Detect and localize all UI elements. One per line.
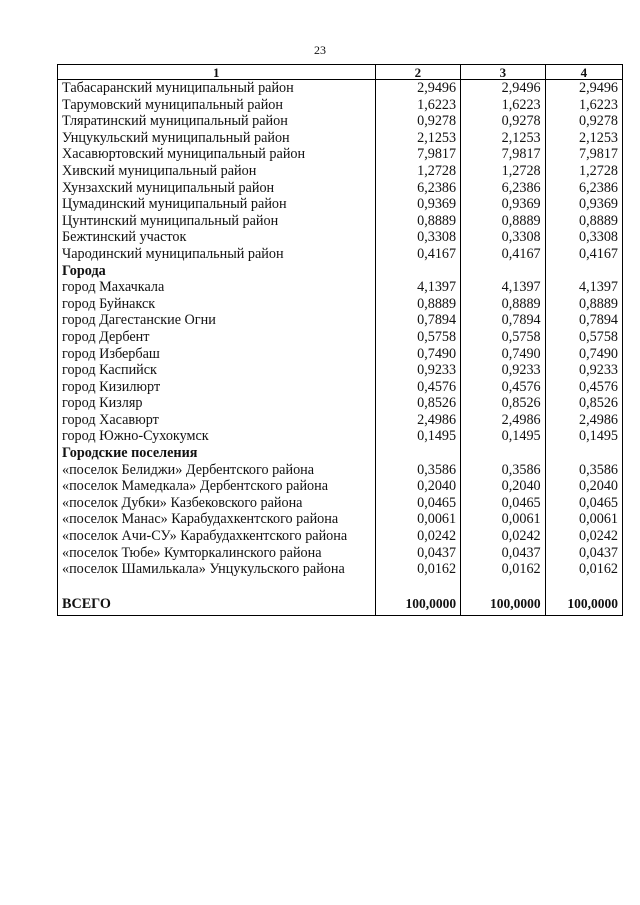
page-number: 23 (314, 43, 326, 57)
table-row (58, 312, 623, 329)
row-value-4-cell: 0,3586 (545, 462, 622, 479)
row-value-2-cell: 0,8526 (375, 395, 461, 412)
column-header-1: 1 (58, 65, 376, 80)
table-body (58, 80, 623, 578)
row-value-3-cell: 0,4576 (461, 379, 546, 396)
row-value-2-cell: 7,9817 (375, 146, 461, 163)
row-name-cell: Тарумовский муниципальный район (58, 97, 376, 114)
row-value-4-cell: 0,0465 (545, 495, 622, 512)
row-name-cell: «поселок Дубки» Казбековского района (58, 495, 376, 512)
row-value-2-cell: 0,9278 (375, 113, 461, 130)
row-value-2-cell: 0,9233 (375, 362, 461, 379)
row-value-2-cell: 2,4986 (375, 412, 461, 429)
row-name-cell: город Буйнакск (58, 296, 376, 313)
table-row (58, 279, 623, 296)
total-value-4: 100,0000 (545, 578, 622, 616)
table-row (58, 395, 623, 412)
row-value-3-cell: 0,0162 (461, 561, 546, 578)
row-name-cell: город Махачкала (58, 279, 376, 296)
row-value-3-cell (461, 445, 546, 462)
table-row (58, 229, 623, 246)
table-row (58, 80, 623, 97)
row-name-cell: город Дербент (58, 329, 376, 346)
row-value-3-cell: 2,1253 (461, 130, 546, 147)
row-value-2-cell: 0,8889 (375, 213, 461, 230)
row-name-cell: «поселок Белиджи» Дербентского района (58, 462, 376, 479)
row-value-2-cell: 2,1253 (375, 130, 461, 147)
row-value-4-cell: 0,9278 (545, 113, 622, 130)
total-row (58, 578, 623, 616)
row-value-2-cell: 0,4167 (375, 246, 461, 263)
row-value-4-cell: 0,8889 (545, 296, 622, 313)
row-name-cell: город Кизляр (58, 395, 376, 412)
table-row (58, 545, 623, 562)
row-name-cell: Города (58, 263, 376, 280)
row-name-cell: «поселок Мамедкала» Дербентского района (58, 478, 376, 495)
row-value-4-cell: 0,4167 (545, 246, 622, 263)
row-value-3-cell: 0,0465 (461, 495, 546, 512)
row-value-4-cell: 0,1495 (545, 428, 622, 445)
column-header-3: 3 (461, 65, 546, 80)
row-value-4-cell: 7,9817 (545, 146, 622, 163)
row-value-3-cell: 0,9278 (461, 113, 546, 130)
row-value-2-cell: 0,7490 (375, 346, 461, 363)
row-name-cell: Хасавюртовский муниципальный район (58, 146, 376, 163)
row-value-2-cell: 0,0242 (375, 528, 461, 545)
row-value-4-cell: 0,0162 (545, 561, 622, 578)
row-value-4-cell: 0,7894 (545, 312, 622, 329)
table-row (58, 163, 623, 180)
column-header-4: 4 (545, 65, 622, 80)
row-value-4-cell: 0,9233 (545, 362, 622, 379)
row-value-2-cell: 0,9369 (375, 196, 461, 213)
total-value-3: 100,0000 (461, 578, 546, 616)
row-value-4-cell: 0,0061 (545, 511, 622, 528)
table-row (58, 146, 623, 163)
row-value-3-cell: 7,9817 (461, 146, 546, 163)
row-value-4-cell (545, 445, 622, 462)
table-row (58, 180, 623, 197)
row-value-4-cell: 2,4986 (545, 412, 622, 429)
row-name-cell: «поселок Ачи-СУ» Карабудахкентского района (58, 528, 376, 545)
table-row (58, 246, 623, 263)
row-name-cell: Хивский муниципальный район (58, 163, 376, 180)
row-value-2-cell: 2,9496 (375, 80, 461, 97)
row-value-3-cell: 0,0437 (461, 545, 546, 562)
row-value-3-cell: 0,1495 (461, 428, 546, 445)
row-value-2-cell: 1,6223 (375, 97, 461, 114)
row-value-4-cell: 2,9496 (545, 80, 622, 97)
row-value-3-cell: 0,0242 (461, 528, 546, 545)
table-row (58, 462, 623, 479)
row-value-3-cell: 0,8526 (461, 395, 546, 412)
row-value-4-cell: 1,2728 (545, 163, 622, 180)
row-value-3-cell: 0,7490 (461, 346, 546, 363)
table-row (58, 379, 623, 396)
row-value-3-cell: 0,0061 (461, 511, 546, 528)
row-value-4-cell: 0,9369 (545, 196, 622, 213)
row-name-cell: Бежтинский участок (58, 229, 376, 246)
row-value-4-cell (545, 263, 622, 280)
table-row (58, 196, 623, 213)
table-row (58, 329, 623, 346)
row-name-cell: Табасаранский муниципальный район (58, 80, 376, 97)
row-name-cell: город Каспийск (58, 362, 376, 379)
row-name-cell: город Дагестанские Огни (58, 312, 376, 329)
row-name-cell: «поселок Манас» Карабудахкентского района (58, 511, 376, 528)
row-value-3-cell: 0,7894 (461, 312, 546, 329)
row-value-3-cell: 0,8889 (461, 296, 546, 313)
table-row (58, 213, 623, 230)
row-value-2-cell: 0,1495 (375, 428, 461, 445)
row-value-4-cell: 0,8526 (545, 395, 622, 412)
row-value-2-cell: 0,2040 (375, 478, 461, 495)
row-value-4-cell: 6,2386 (545, 180, 622, 197)
row-name-cell: «поселок Шамилькала» Унцукульского района (58, 561, 376, 578)
row-value-2-cell: 0,0061 (375, 511, 461, 528)
row-value-4-cell: 0,2040 (545, 478, 622, 495)
row-value-2-cell: 0,8889 (375, 296, 461, 313)
row-value-4-cell: 0,7490 (545, 346, 622, 363)
table-row (58, 97, 623, 114)
row-value-4-cell: 1,6223 (545, 97, 622, 114)
total-value-2: 100,0000 (375, 578, 461, 616)
row-value-3-cell: 2,4986 (461, 412, 546, 429)
row-name-cell: Унцукульский муниципальный район (58, 130, 376, 147)
table-row (58, 495, 623, 512)
row-value-3-cell: 0,9369 (461, 196, 546, 213)
row-value-3-cell: 0,3308 (461, 229, 546, 246)
row-value-2-cell: 0,0162 (375, 561, 461, 578)
total-label: ВСЕГО (58, 578, 376, 616)
row-value-3-cell: 4,1397 (461, 279, 546, 296)
row-value-2-cell: 0,7894 (375, 312, 461, 329)
table-row (58, 412, 623, 429)
table-row (58, 296, 623, 313)
row-value-2-cell: 0,3308 (375, 229, 461, 246)
table-row (58, 478, 623, 495)
row-name-cell: город Избербаш (58, 346, 376, 363)
table-row (58, 130, 623, 147)
table-header-row (58, 65, 623, 80)
section-header-row (58, 263, 623, 280)
row-value-3-cell: 1,2728 (461, 163, 546, 180)
row-name-cell: Хунзахский муниципальный район (58, 180, 376, 197)
row-value-4-cell: 0,0437 (545, 545, 622, 562)
row-value-4-cell: 4,1397 (545, 279, 622, 296)
row-value-2-cell: 0,0437 (375, 545, 461, 562)
row-value-3-cell: 2,9496 (461, 80, 546, 97)
row-value-2-cell: 6,2386 (375, 180, 461, 197)
column-header-2: 2 (375, 65, 461, 80)
row-value-3-cell (461, 263, 546, 280)
row-value-3-cell: 1,6223 (461, 97, 546, 114)
row-value-2-cell: 0,5758 (375, 329, 461, 346)
row-name-cell: «поселок Тюбе» Кумторкалинского района (58, 545, 376, 562)
row-name-cell: Цунтинский муниципальный район (58, 213, 376, 230)
row-value-3-cell: 0,9233 (461, 362, 546, 379)
row-value-2-cell: 0,0465 (375, 495, 461, 512)
row-value-2-cell: 1,2728 (375, 163, 461, 180)
table-row (58, 511, 623, 528)
row-value-4-cell: 2,1253 (545, 130, 622, 147)
table-row (58, 113, 623, 130)
table-row (58, 428, 623, 445)
row-value-2-cell: 4,1397 (375, 279, 461, 296)
table-row (58, 362, 623, 379)
row-value-2-cell: 0,4576 (375, 379, 461, 396)
row-value-4-cell: 0,3308 (545, 229, 622, 246)
row-value-2-cell: 0,3586 (375, 462, 461, 479)
row-value-4-cell: 0,5758 (545, 329, 622, 346)
row-name-cell: Чародинский муниципальный район (58, 246, 376, 263)
row-name-cell: город Кизилюрт (58, 379, 376, 396)
row-value-3-cell: 0,4167 (461, 246, 546, 263)
row-name-cell: Городские поселения (58, 445, 376, 462)
row-value-2-cell (375, 263, 461, 280)
table-row (58, 528, 623, 545)
table-row (58, 346, 623, 363)
row-value-3-cell: 0,5758 (461, 329, 546, 346)
distribution-table (57, 64, 623, 616)
row-value-4-cell: 0,8889 (545, 213, 622, 230)
row-value-3-cell: 0,8889 (461, 213, 546, 230)
row-value-3-cell: 0,2040 (461, 478, 546, 495)
row-value-4-cell: 0,0242 (545, 528, 622, 545)
section-header-row (58, 445, 623, 462)
row-name-cell: Цумадинский муниципальный район (58, 196, 376, 213)
row-value-3-cell: 0,3586 (461, 462, 546, 479)
row-value-4-cell: 0,4576 (545, 379, 622, 396)
row-value-3-cell: 6,2386 (461, 180, 546, 197)
row-value-2-cell (375, 445, 461, 462)
row-name-cell: Тляратинский муниципальный район (58, 113, 376, 130)
row-name-cell: город Южно-Сухокумск (58, 428, 376, 445)
table-row (58, 561, 623, 578)
row-name-cell: город Хасавюрт (58, 412, 376, 429)
